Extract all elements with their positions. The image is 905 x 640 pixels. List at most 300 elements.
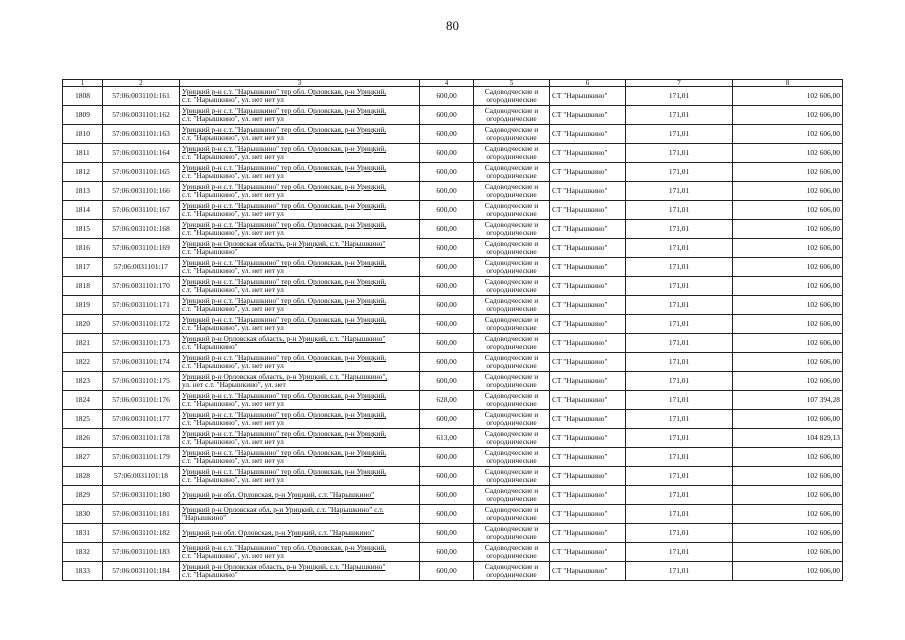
- address-cell: [180, 353, 420, 372]
- area-cell: 600,00: [420, 106, 474, 125]
- address-line: с.т. "Нарышкино", ул. нет нет ул: [182, 285, 284, 294]
- unit-price-cell: 171,01: [626, 334, 733, 353]
- address-line: ул. нет с.т. "Нарышкино", ул. нет: [182, 380, 286, 389]
- land-use-line: огороднические: [486, 133, 537, 142]
- land-use-cell: [474, 163, 550, 182]
- unit-price-cell: 171,01: [626, 467, 733, 486]
- land-use-line: Садоводческие и: [484, 181, 539, 191]
- land-use-line: Садоводческие и: [484, 333, 539, 343]
- area-cell: 600,00: [420, 524, 474, 543]
- area-cell: 600,00: [420, 410, 474, 429]
- land-use-cell: [474, 87, 550, 106]
- address-cell: [180, 391, 420, 410]
- address-cell: [180, 125, 420, 144]
- table-row: [63, 524, 843, 543]
- row-number-cell: 1828: [63, 467, 103, 486]
- land-use-line: огороднические: [486, 95, 537, 104]
- column-number: 7: [626, 80, 733, 87]
- land-use-line: огороднические: [486, 285, 537, 294]
- address-line: "Нарышкино": [182, 513, 227, 522]
- table-row: [63, 334, 843, 353]
- unit-price-cell: 171,01: [626, 106, 733, 125]
- row-number-cell: 1832: [63, 543, 103, 562]
- cadastral-number-cell: 57:06:0031101:172: [103, 315, 180, 334]
- address-cell: [180, 182, 420, 201]
- land-use-line: огороднические: [486, 190, 537, 199]
- land-use-cell: [474, 239, 550, 258]
- table-row: [63, 391, 843, 410]
- address-line: с.т. "Нарышкино", ул. нет нет ул: [182, 95, 284, 104]
- owner-cell: СТ "Нарышкино": [550, 372, 626, 391]
- cadastral-value-cell: 102 606,00: [733, 334, 843, 353]
- row-number-cell: 1830: [63, 505, 103, 524]
- area-cell: 600,00: [420, 334, 474, 353]
- land-use-line: огороднические: [486, 228, 537, 237]
- address-cell: [180, 277, 420, 296]
- address-line: Урицкий р-н с.т. "Нарышкино" тер обл. Орловская, р-н Урицкий,: [182, 276, 387, 286]
- row-number-cell: 1815: [63, 220, 103, 239]
- owner-cell: СТ "Нарышкино": [550, 448, 626, 467]
- table-row: [63, 448, 843, 467]
- land-use-line: Садоводческие и: [484, 390, 539, 400]
- address-cell: [180, 163, 420, 182]
- address-cell: [180, 87, 420, 106]
- address-line: Урицкий р-н Орловская область, р-н Урицкий, с.т. "Нарышкино": [182, 333, 386, 343]
- address-cell: [180, 543, 420, 562]
- table-row: [63, 201, 843, 220]
- address-line: с.т. "Нарышкино", ул. нет нет ул: [182, 171, 284, 180]
- unit-price-cell: 171,01: [626, 505, 733, 524]
- unit-price-cell: 171,01: [626, 220, 733, 239]
- cadastral-number-cell: 57:06:0031101:18: [103, 467, 180, 486]
- address-line: Урицкий р-н Орловская обл, р-н Урицкий, с.т. "Нарышкино" с.т.: [182, 504, 384, 514]
- column-number: 8: [733, 80, 843, 87]
- area-cell: 600,00: [420, 258, 474, 277]
- table-row: [63, 505, 843, 524]
- area-cell: 600,00: [420, 201, 474, 220]
- page-number: 80: [446, 18, 459, 33]
- unit-price-cell: 171,01: [626, 163, 733, 182]
- area-cell: 600,00: [420, 239, 474, 258]
- table-row: [63, 144, 843, 163]
- column-number-row: [63, 80, 843, 87]
- address-line: Урицкий р-н с.т. "Нарышкино" тер обл. Орловская, р-н Урицкий,: [182, 181, 387, 191]
- address-cell: [180, 106, 420, 125]
- row-number-cell: 1817: [63, 258, 103, 277]
- area-cell: 600,00: [420, 486, 474, 505]
- owner-cell: СТ "Нарышкино": [550, 144, 626, 163]
- table-row: [63, 296, 843, 315]
- cadastral-value-cell: 102 606,00: [733, 182, 843, 201]
- land-use-line: огороднические: [486, 494, 537, 503]
- land-use-cell: [474, 334, 550, 353]
- cadastral-value-cell: 102 606,00: [733, 524, 843, 543]
- cadastral-number-cell: 57:06:0031101:169: [103, 239, 180, 258]
- area-cell: 600,00: [420, 543, 474, 562]
- cadastral-value-cell: 102 606,00: [733, 410, 843, 429]
- cadastral-value-cell: 102 606,00: [733, 106, 843, 125]
- cadastral-value-cell: 102 606,00: [733, 163, 843, 182]
- owner-cell: СТ "Нарышкино": [550, 467, 626, 486]
- land-use-line: Садоводческие и: [484, 561, 539, 571]
- unit-price-cell: 171,01: [626, 125, 733, 144]
- land-use-line: огороднические: [486, 361, 537, 370]
- land-use-line: огороднические: [486, 532, 537, 541]
- table-row: [63, 467, 843, 486]
- cadastral-value-cell: 102 606,00: [733, 353, 843, 372]
- land-use-cell: [474, 201, 550, 220]
- cadastral-number-cell: 57:06:0031101:162: [103, 106, 180, 125]
- land-use-line: Садоводческие и: [484, 238, 539, 248]
- row-number-cell: 1831: [63, 524, 103, 543]
- address-line: с.т. "Нарышкино", ул. нет нет ул: [182, 323, 284, 332]
- cadastral-number-cell: 57:06:0031101:178: [103, 429, 180, 448]
- owner-cell: СТ "Нарышкино": [550, 220, 626, 239]
- area-cell: 600,00: [420, 562, 474, 581]
- table-row: [63, 163, 843, 182]
- unit-price-cell: 171,01: [626, 562, 733, 581]
- land-use-cell: [474, 220, 550, 239]
- row-number-cell: 1810: [63, 125, 103, 144]
- registry-table: [62, 79, 843, 581]
- land-use-line: огороднические: [486, 266, 537, 275]
- land-use-line: Садоводческие и: [484, 371, 539, 381]
- owner-cell: СТ "Нарышкино": [550, 239, 626, 258]
- cadastral-value-cell: 102 606,00: [733, 543, 843, 562]
- land-use-line: огороднические: [486, 551, 537, 560]
- address-line: с.т. "Нарышкино", ул. нет нет ул: [182, 399, 284, 408]
- address-cell: [180, 562, 420, 581]
- address-cell: [180, 467, 420, 486]
- address-cell: [180, 201, 420, 220]
- land-use-line: Садоводческие и: [484, 542, 539, 552]
- unit-price-cell: 171,01: [626, 277, 733, 296]
- table-row: [63, 220, 843, 239]
- cadastral-value-cell: 102 606,00: [733, 562, 843, 581]
- cadastral-number-cell: 57:06:0031101:179: [103, 448, 180, 467]
- area-cell: 600,00: [420, 372, 474, 391]
- address-cell: [180, 334, 420, 353]
- row-number-cell: 1812: [63, 163, 103, 182]
- land-use-line: Садоводческие и: [484, 504, 539, 514]
- address-cell: [180, 372, 420, 391]
- land-use-cell: [474, 258, 550, 277]
- land-use-line: огороднические: [486, 304, 537, 313]
- table-row: [63, 486, 843, 505]
- cadastral-value-cell: 102 606,00: [733, 296, 843, 315]
- address-line: Урицкий р-н Орловская область, р-н Урицкий, с.т. "Нарышкино": [182, 238, 386, 248]
- cadastral-number-cell: 57:06:0031101:175: [103, 372, 180, 391]
- address-line: Урицкий р-н с.т. "Нарышкино" тер обл. Орловская, р-н Урицкий,: [182, 352, 387, 362]
- address-line: с.т. "Нарышкино", ул. нет нет ул: [182, 437, 284, 446]
- owner-cell: СТ "Нарышкино": [550, 543, 626, 562]
- area-cell: 600,00: [420, 505, 474, 524]
- cadastral-number-cell: 57:06:0031101:173: [103, 334, 180, 353]
- land-use-line: огороднические: [486, 399, 537, 408]
- table-row: [63, 353, 843, 372]
- cadastral-number-cell: 57:06:0031101:171: [103, 296, 180, 315]
- address-line: с.т. "Нарышкино": [182, 570, 238, 579]
- address-line: Урицкий р-н с.т. "Нарышкино" тер обл. Орловская, р-н Урицкий,: [182, 219, 387, 229]
- unit-price-cell: 171,01: [626, 87, 733, 106]
- address-line: Урицкий р-н с.т. "Нарышкино" тер обл. Орловская, р-н Урицкий,: [182, 390, 387, 400]
- row-number-cell: 1824: [63, 391, 103, 410]
- cadastral-value-cell: 102 606,00: [733, 505, 843, 524]
- address-line: Урицкий р-н с.т. "Нарышкино" тер обл. Орловская, р-н Урицкий,: [182, 447, 387, 457]
- owner-cell: СТ "Нарышкино": [550, 277, 626, 296]
- unit-price-cell: 171,01: [626, 486, 733, 505]
- land-use-line: Садоводческие и: [484, 295, 539, 305]
- cadastral-value-cell: 102 606,00: [733, 87, 843, 106]
- address-cell: [180, 505, 420, 524]
- land-use-cell: [474, 125, 550, 144]
- unit-price-cell: 171,01: [626, 201, 733, 220]
- cadastral-number-cell: 57:06:0031101:167: [103, 201, 180, 220]
- address-line: Урицкий р-н с.т. "Нарышкино" тер обл. Орловская, р-н Урицкий,: [182, 105, 387, 115]
- table-row: [63, 562, 843, 581]
- table-row: [63, 87, 843, 106]
- address-line: с.т. "Нарышкино", ул. нет нет ул: [182, 228, 284, 237]
- land-use-line: огороднические: [486, 342, 537, 351]
- address-line: с.т. "Нарышкино", ул. нет нет ул: [182, 551, 284, 560]
- cadastral-value-cell: 102 606,00: [733, 144, 843, 163]
- land-use-line: огороднические: [486, 380, 537, 389]
- address-cell: [180, 144, 420, 163]
- address-line: с.т. "Нарышкино", ул. нет нет ул: [182, 266, 284, 275]
- unit-price-cell: 171,01: [626, 144, 733, 163]
- area-cell: 600,00: [420, 448, 474, 467]
- address-line: с.т. "Нарышкино", ул. нет нет ул: [182, 304, 284, 313]
- unit-price-cell: 171,01: [626, 258, 733, 277]
- land-use-cell: [474, 448, 550, 467]
- land-use-cell: [474, 106, 550, 125]
- address-line: Урицкий р-н с.т. "Нарышкино" тер обл. Орловская, р-н Урицкий,: [182, 200, 387, 210]
- column-number: 5: [474, 80, 550, 87]
- land-use-line: Садоводческие и: [484, 466, 539, 476]
- land-use-line: огороднические: [486, 152, 537, 161]
- address-cell: [180, 220, 420, 239]
- column-number: 1: [63, 80, 103, 87]
- owner-cell: СТ "Нарышкино": [550, 505, 626, 524]
- address-line: Урицкий р-н с.т. "Нарышкино" тер обл. Орловская, р-н Урицкий,: [182, 542, 387, 552]
- cadastral-number-cell: 57:06:0031101:181: [103, 505, 180, 524]
- area-cell: 600,00: [420, 125, 474, 144]
- table-row: [63, 258, 843, 277]
- address-line: Урицкий р-н с.т. "Нарышкино" тер обл. Орловская, р-н Урицкий,: [182, 295, 387, 305]
- owner-cell: СТ "Нарышкино": [550, 334, 626, 353]
- address-line: с.т. "Нарышкино", ул. нет нет ул: [182, 418, 284, 427]
- row-number-cell: 1822: [63, 353, 103, 372]
- land-use-line: огороднические: [486, 323, 537, 332]
- cadastral-value-cell: 102 606,00: [733, 258, 843, 277]
- column-number: 2: [103, 80, 180, 87]
- cadastral-number-cell: 57:06:0031101:176: [103, 391, 180, 410]
- cadastral-value-cell: 102 606,00: [733, 372, 843, 391]
- land-use-cell: [474, 277, 550, 296]
- area-cell: 600,00: [420, 220, 474, 239]
- land-use-line: огороднические: [486, 475, 537, 484]
- cadastral-number-cell: 57:06:0031101:170: [103, 277, 180, 296]
- area-cell: 600,00: [420, 87, 474, 106]
- owner-cell: СТ "Нарышкино": [550, 106, 626, 125]
- area-cell: 600,00: [420, 277, 474, 296]
- owner-cell: СТ "Нарышкино": [550, 87, 626, 106]
- land-use-line: огороднические: [486, 247, 537, 256]
- address-cell: [180, 239, 420, 258]
- row-number-cell: 1819: [63, 296, 103, 315]
- owner-cell: СТ "Нарышкино": [550, 486, 626, 505]
- land-use-line: Садоводческие и: [484, 485, 539, 495]
- owner-cell: СТ "Нарышкино": [550, 429, 626, 448]
- address-line: с.т. "Нарышкино", ул. нет нет ул: [182, 361, 284, 370]
- table-row: [63, 543, 843, 562]
- owner-cell: СТ "Нарышкино": [550, 258, 626, 277]
- address-line: с.т. "Нарышкино", ул. нет нет ул: [182, 190, 284, 199]
- land-use-line: Садоводческие и: [484, 428, 539, 438]
- area-cell: 600,00: [420, 467, 474, 486]
- land-use-line: огороднические: [486, 570, 537, 579]
- table-row: [63, 106, 843, 125]
- table-row: [63, 429, 843, 448]
- cadastral-value-cell: 107 394,28: [733, 391, 843, 410]
- land-use-cell: [474, 486, 550, 505]
- land-use-line: Садоводческие и: [484, 86, 539, 96]
- address-line: Урицкий р-н с.т. "Нарышкино" тер обл. Орловская, р-н Урицкий,: [182, 162, 387, 172]
- land-use-cell: [474, 144, 550, 163]
- land-use-line: огороднические: [486, 418, 537, 427]
- owner-cell: СТ "Нарышкино": [550, 125, 626, 144]
- address-line: Урицкий р-н Орловская область, р-н Урицкий, с.т. "Нарышкино",: [182, 371, 388, 381]
- cadastral-number-cell: 57:06:0031101:184: [103, 562, 180, 581]
- owner-cell: СТ "Нарышкино": [550, 391, 626, 410]
- column-number: 4: [420, 80, 474, 87]
- table-row: [63, 125, 843, 144]
- address-cell: [180, 258, 420, 277]
- cadastral-value-cell: 102 606,00: [733, 201, 843, 220]
- unit-price-cell: 171,01: [626, 448, 733, 467]
- land-use-line: Садоводческие и: [484, 352, 539, 362]
- land-use-line: Садоводческие и: [484, 409, 539, 419]
- land-use-line: Садоводческие и: [484, 105, 539, 115]
- row-number-cell: 1813: [63, 182, 103, 201]
- owner-cell: СТ "Нарышкино": [550, 201, 626, 220]
- column-number: 3: [180, 80, 420, 87]
- address-cell: [180, 486, 420, 505]
- row-number-cell: 1821: [63, 334, 103, 353]
- land-use-cell: [474, 182, 550, 201]
- address-line: Урицкий р-н обл. Орловская, р-н Урицкий, с.т. "Нарышкино": [182, 489, 375, 499]
- address-line: Урицкий р-н с.т. "Нарышкино" тер обл. Орловская, р-н Урицкий,: [182, 143, 387, 153]
- area-cell: 600,00: [420, 144, 474, 163]
- land-use-line: огороднические: [486, 171, 537, 180]
- land-use-line: Садоводческие и: [484, 276, 539, 286]
- table-row: [63, 239, 843, 258]
- unit-price-cell: 171,01: [626, 315, 733, 334]
- cadastral-number-cell: 57:06:0031101:17: [103, 258, 180, 277]
- land-use-line: Садоводческие и: [484, 523, 539, 533]
- unit-price-cell: 171,01: [626, 410, 733, 429]
- address-line: с.т. "Нарышкино", ул. нет нет ул: [182, 456, 284, 465]
- address-line: Урицкий р-н с.т. "Нарышкино" тер обл. Орловская, р-н Урицкий,: [182, 466, 387, 476]
- area-cell: 600,00: [420, 296, 474, 315]
- row-number-cell: 1816: [63, 239, 103, 258]
- address-cell: [180, 429, 420, 448]
- land-use-line: Садоводческие и: [484, 447, 539, 457]
- row-number-cell: 1814: [63, 201, 103, 220]
- land-use-cell: [474, 315, 550, 334]
- cadastral-number-cell: 57:06:0031101:180: [103, 486, 180, 505]
- row-number-cell: 1833: [63, 562, 103, 581]
- land-use-cell: [474, 505, 550, 524]
- row-number-cell: 1811: [63, 144, 103, 163]
- area-cell: 613,00: [420, 429, 474, 448]
- unit-price-cell: 171,01: [626, 353, 733, 372]
- row-number-cell: 1818: [63, 277, 103, 296]
- cadastral-number-cell: 57:06:0031101:161: [103, 87, 180, 106]
- table-row: [63, 372, 843, 391]
- address-cell: [180, 410, 420, 429]
- unit-price-cell: 171,01: [626, 524, 733, 543]
- area-cell: 600,00: [420, 315, 474, 334]
- cadastral-value-cell: 102 606,00: [733, 125, 843, 144]
- address-line: с.т. "Нарышкино", ул. нет нет ул: [182, 114, 284, 123]
- address-line: Урицкий р-н с.т. "Нарышкино" тер обл. Орловская, р-н Урицкий,: [182, 428, 387, 438]
- land-use-line: огороднические: [486, 209, 537, 218]
- address-line: с.т. "Нарышкино": [182, 342, 238, 351]
- land-use-cell: [474, 391, 550, 410]
- address-line: с.т. "Нарышкино": [182, 247, 238, 256]
- address-line: с.т. "Нарышкино", ул. нет нет ул: [182, 133, 284, 142]
- address-cell: [180, 315, 420, 334]
- land-use-line: Садоводческие и: [484, 257, 539, 267]
- cadastral-value-cell: 102 606,00: [733, 467, 843, 486]
- row-number-cell: 1825: [63, 410, 103, 429]
- land-use-line: Садоводческие и: [484, 162, 539, 172]
- owner-cell: СТ "Нарышкино": [550, 182, 626, 201]
- row-number-cell: 1809: [63, 106, 103, 125]
- cadastral-value-cell: 102 606,00: [733, 448, 843, 467]
- owner-cell: СТ "Нарышкино": [550, 296, 626, 315]
- cadastral-value-cell: 104 829,13: [733, 429, 843, 448]
- address-cell: [180, 524, 420, 543]
- address-line: Урицкий р-н Орловская область, р-н Урицкий, с.т. "Нарышкино": [182, 561, 386, 571]
- area-cell: 600,00: [420, 182, 474, 201]
- row-number-cell: 1823: [63, 372, 103, 391]
- cadastral-number-cell: 57:06:0031101:163: [103, 125, 180, 144]
- unit-price-cell: 171,01: [626, 296, 733, 315]
- address-line: с.т. "Нарышкино", ул. нет нет ул: [182, 475, 284, 484]
- land-use-cell: [474, 467, 550, 486]
- land-use-line: Садоводческие и: [484, 143, 539, 153]
- address-line: Урицкий р-н с.т. "Нарышкино" тер обл. Орловская, р-н Урицкий,: [182, 314, 387, 324]
- table-row: [63, 315, 843, 334]
- address-cell: [180, 448, 420, 467]
- address-line: Урицкий р-н обл. Орловская, р-н Урицкий, с.т. "Нарышкино": [182, 527, 375, 537]
- unit-price-cell: 171,01: [626, 182, 733, 201]
- cadastral-value-cell: 102 606,00: [733, 277, 843, 296]
- address-line: Урицкий р-н с.т. "Нарышкино" тер обл. Орловская, р-н Урицкий,: [182, 257, 387, 267]
- land-use-cell: [474, 429, 550, 448]
- cadastral-number-cell: 57:06:0031101:165: [103, 163, 180, 182]
- owner-cell: СТ "Нарышкино": [550, 315, 626, 334]
- row-number-cell: 1827: [63, 448, 103, 467]
- land-use-cell: [474, 524, 550, 543]
- unit-price-cell: 171,01: [626, 429, 733, 448]
- address-line: с.т. "Нарышкино", ул. нет нет ул: [182, 209, 284, 218]
- registry-table-body: [63, 80, 843, 581]
- land-use-cell: [474, 372, 550, 391]
- row-number-cell: 1808: [63, 87, 103, 106]
